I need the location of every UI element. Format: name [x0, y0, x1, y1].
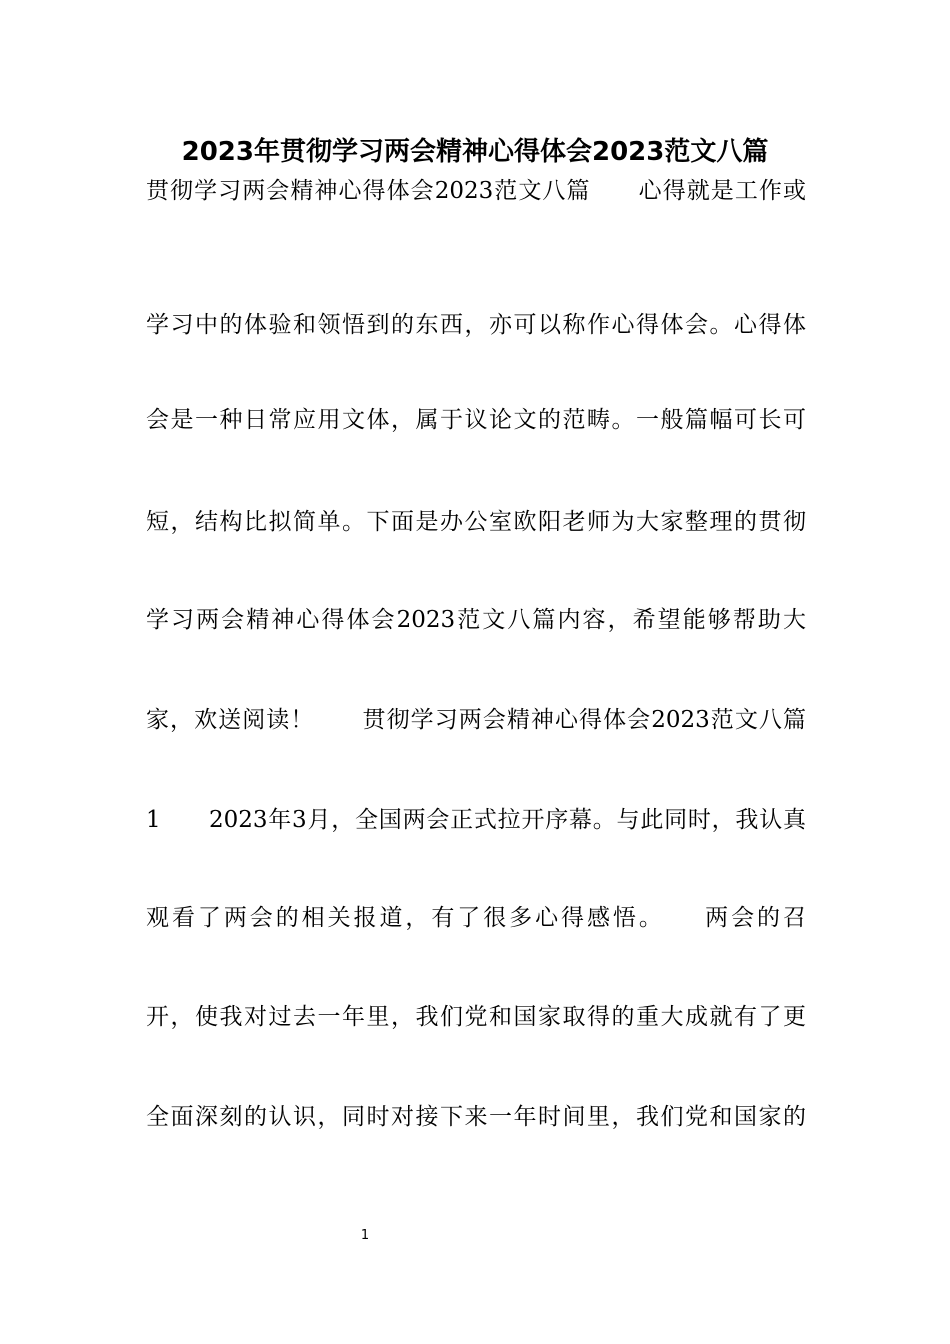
body-line-8: 观看了两会的相关报道，有了很多心得感悟。 两会的召: [146, 905, 806, 931]
body-line-9: 开，使我对过去一年里，我们党和国家取得的重大成就有了更: [146, 1004, 806, 1030]
body-line-7: 1 2023年3月，全国两会正式拉开序幕。与此同时，我认真: [146, 807, 806, 833]
body-line-3: 会是一种日常应用文体，属于议论文的范畴。一般篇幅可长可: [146, 407, 806, 433]
body-line-1: 贯彻学习两会精神心得体会2023范文八篇 心得就是工作或: [146, 178, 806, 204]
body-line-10: 全面深刻的认识，同时对接下来一年时间里，我们党和国家的: [146, 1104, 806, 1130]
body-line-6: 家，欢送阅读！ 贯彻学习两会精神心得体会2023范文八篇: [146, 707, 806, 733]
page-number: 1: [360, 1228, 370, 1243]
document-title: 2023年贯彻学习两会精神心得体会2023范文八篇: [181, 137, 769, 167]
body-line-4: 短，结构比拟简单。下面是办公室欧阳老师为大家整理的贯彻: [146, 509, 806, 535]
body-line-5: 学习两会精神心得体会2023范文八篇内容，希望能够帮助大: [146, 607, 806, 633]
body-line-2: 学习中的体验和领悟到的东西，亦可以称作心得体会。心得体: [146, 312, 806, 338]
